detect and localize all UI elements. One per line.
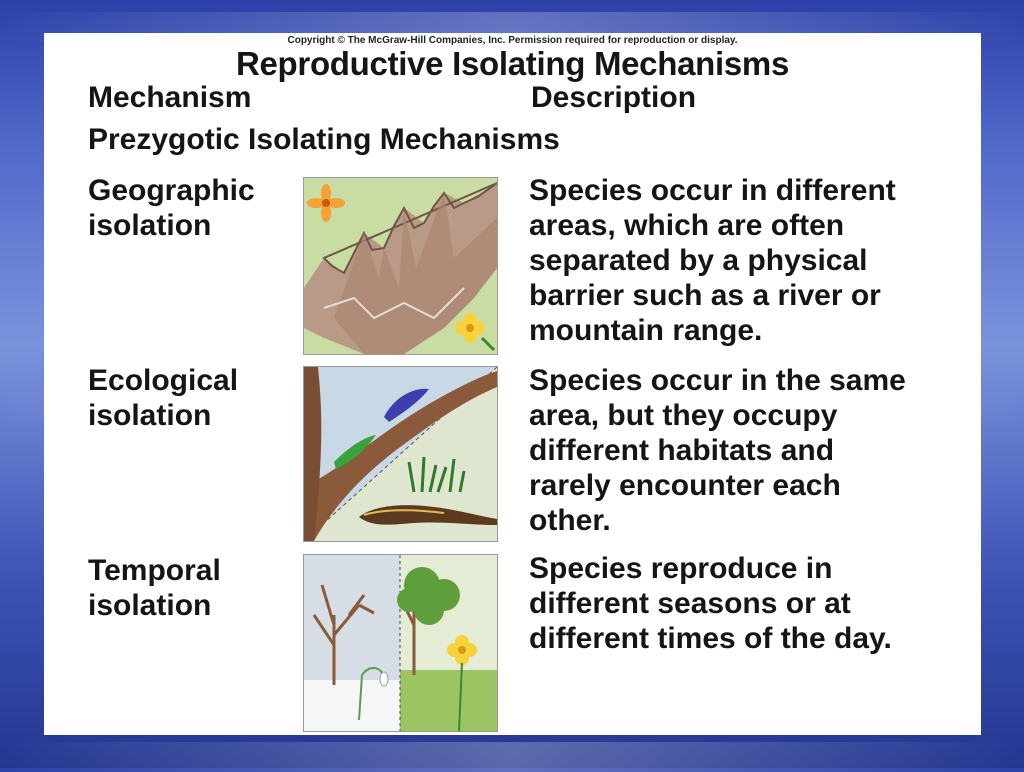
- description-ecological: Species occur in the same area, but they occupy different habitats and rarely encounter each other.: [529, 364, 906, 537]
- description-geographic: Species occur in different areas, which are often separated by a physical barrier such as a river or mountain range.: [529, 174, 896, 347]
- seasons-flowers-illustration: [303, 554, 498, 732]
- slide-title: Reproductive Isolating Mechanisms: [235, 45, 790, 82]
- copyright-notice: Copyright © The McGraw-Hill Companies, Inc. Permission required for reproduction or display.: [287, 35, 738, 46]
- description-temporal: Species reproduce in different seasons or at different times of the day.: [529, 552, 892, 655]
- mechanism-geographic: Geographic isolation: [88, 174, 255, 242]
- mechanism-ecological: Ecological isolation: [88, 364, 239, 432]
- mechanism-temporal: Temporal isolation: [88, 554, 221, 622]
- lizards-habitat-illustration: [303, 366, 498, 542]
- section-heading: Prezygotic Isolating Mechanisms: [88, 123, 560, 156]
- slide: [44, 33, 981, 735]
- mechanism-column-header: Mechanism: [88, 81, 252, 114]
- mountain-range-illustration: [303, 177, 498, 355]
- description-column-header: Description: [531, 81, 697, 114]
